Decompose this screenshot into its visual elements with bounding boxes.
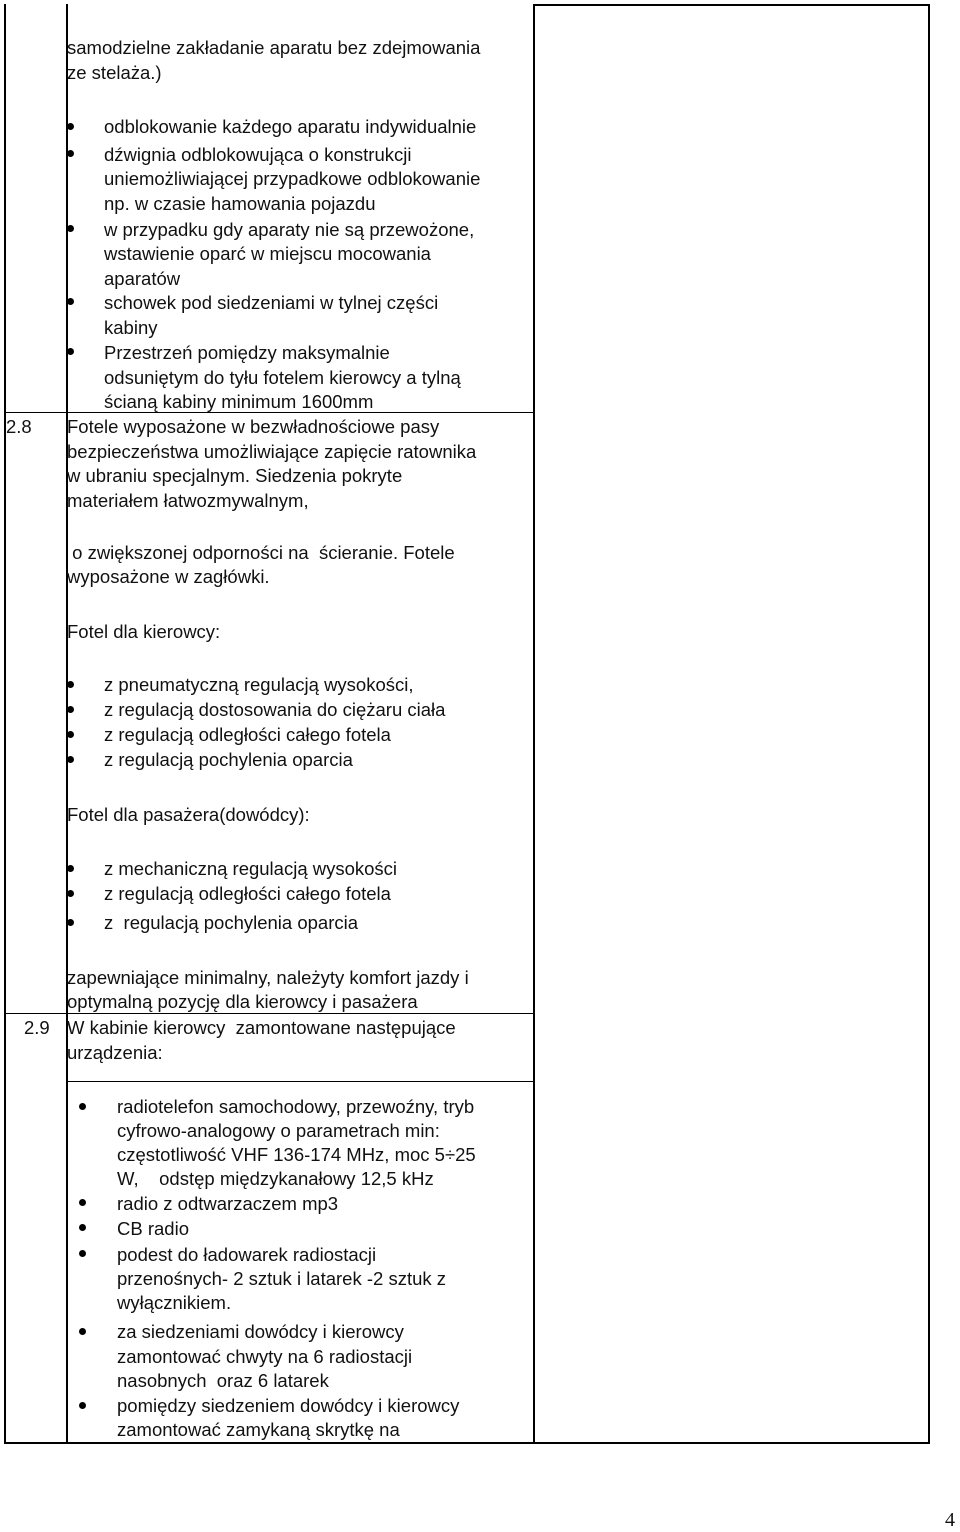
bullet-icon	[79, 1199, 86, 1206]
bullet-icon	[67, 756, 74, 763]
list-item: wstawienie oparć w miejscu mocowania	[104, 243, 431, 264]
bullet-icon	[79, 1250, 86, 1257]
bullet-icon	[67, 706, 74, 713]
item-text: o zwiększonej odporności na ścieranie. Fotele	[67, 542, 455, 563]
page-number: 4	[945, 1509, 955, 1531]
bullet-icon	[67, 150, 74, 157]
list-item: w przypadku gdy aparaty nie są przewożone,	[104, 219, 475, 240]
row-divider-2-9-gap	[66, 1081, 534, 1082]
list-item: pomiędzy siedzeniem dowódcy i kierowcy	[117, 1395, 460, 1416]
table-border-left	[4, 4, 6, 1444]
list-item: z mechaniczną regulacją wysokości	[104, 858, 398, 879]
list-item: z regulacją pochylenia oparcia	[104, 749, 353, 770]
item-text: bezpieczeństwa umożliwiające zapięcie ratownika	[67, 441, 477, 462]
list-item: zamontować zamykaną skrytkę na	[117, 1419, 400, 1440]
bullet-icon	[79, 1224, 86, 1231]
bullet-icon	[67, 298, 74, 305]
passenger-seat-heading: Fotel dla pasażera(dowódcy):	[67, 804, 310, 825]
item-text: Fotele wyposażone w bezwładnościowe pasy	[67, 416, 440, 437]
list-item: W, odstęp międzykanałowy 12,5 kHz	[117, 1168, 434, 1189]
list-item: ścianą kabiny minimum 1600mm	[104, 391, 374, 412]
bullet-icon	[67, 890, 74, 897]
bullet-icon	[79, 1402, 86, 1409]
list-item: z regulacją pochylenia oparcia	[104, 912, 359, 933]
list-item: wyłącznikiem.	[117, 1292, 232, 1313]
item-text: W kabinie kierowcy zamontowane następujące	[67, 1017, 456, 1038]
list-item: częstotliwość VHF 136-174 MHz, moc 5÷25	[117, 1144, 476, 1165]
row-divider-2-9	[4, 1013, 66, 1014]
table-border-col1	[66, 4, 68, 1444]
item-text: optymalną pozycję dla kierowcy i pasażera	[67, 991, 418, 1012]
bullet-icon	[67, 123, 74, 130]
bullet-icon	[79, 1328, 86, 1335]
list-item: nasobnych oraz 6 latarek	[117, 1370, 329, 1391]
item-text: wyposażone w zagłówki.	[67, 566, 270, 587]
list-item: przenośnych- 2 sztuk i latarek -2 sztuk z	[117, 1268, 447, 1289]
table-border-right	[928, 4, 930, 1444]
driver-seat-heading: Fotel dla kierowcy:	[67, 621, 221, 642]
bullet-icon	[67, 865, 74, 872]
table-border-bottom	[4, 1442, 930, 1444]
item-number: 2.8	[6, 416, 32, 437]
item-text: materiałem łatwozmywalnym,	[67, 490, 309, 511]
bullet-icon	[67, 919, 74, 926]
item-text: urządzenia:	[67, 1042, 163, 1063]
list-item: odblokowanie każdego aparatu indywidualnie	[104, 116, 477, 137]
list-item: dźwignia odblokowująca o konstrukcji	[104, 144, 412, 165]
list-item: Przestrzeń pomiędzy maksymalnie	[104, 342, 390, 363]
list-item: radio z odtwarzaczem mp3	[117, 1193, 339, 1214]
bullet-icon	[67, 681, 74, 688]
list-item: schowek pod siedzeniami w tylnej części	[104, 292, 439, 313]
list-item: podest do ładowarek radiostacji	[117, 1244, 377, 1265]
list-item: CB radio	[117, 1218, 189, 1239]
list-item: kabiny	[104, 317, 158, 338]
bullet-icon	[67, 348, 74, 355]
list-item: radiotelefon samochodowy, przewoźny, tryb	[117, 1096, 475, 1117]
list-item: z regulacją odległości całego fotela	[104, 724, 391, 745]
item-text: zapewniające minimalny, należyty komfort jazdy i	[67, 967, 469, 988]
table-border-top	[533, 4, 930, 6]
row-divider-2-8	[4, 412, 66, 413]
list-item: z regulacją odległości całego fotela	[104, 883, 391, 904]
bullet-icon	[79, 1103, 86, 1110]
intro-line: ze stelaża.)	[67, 62, 162, 83]
table-border-col2	[533, 4, 535, 1444]
list-item: uniemożliwiającej przypadkowe odblokowanie	[104, 168, 481, 189]
intro-line: samodzielne zakładanie aparatu bez zdejmowania	[67, 37, 481, 58]
item-text: w ubraniu specjalnym. Siedzenia pokryte	[67, 465, 403, 486]
list-item: z regulacją dostosowania do ciężaru ciała	[104, 699, 446, 720]
bullet-icon	[67, 225, 74, 232]
list-item: z pneumatyczną regulacją wysokości,	[104, 674, 414, 695]
list-item: za siedzeniami dowódcy i kierowcy	[117, 1321, 404, 1342]
list-item: zamontować chwyty na 6 radiostacji	[117, 1346, 413, 1367]
list-item: np. w czasie hamowania pojazdu	[104, 193, 376, 214]
list-item: cyfrowo-analogowy o parametrach min:	[117, 1120, 440, 1141]
list-item: aparatów	[104, 268, 181, 289]
item-number: 2.9	[24, 1017, 50, 1038]
list-item: odsuniętym do tyłu fotelem kierowcy a tylną	[104, 367, 461, 388]
bullet-icon	[67, 731, 74, 738]
